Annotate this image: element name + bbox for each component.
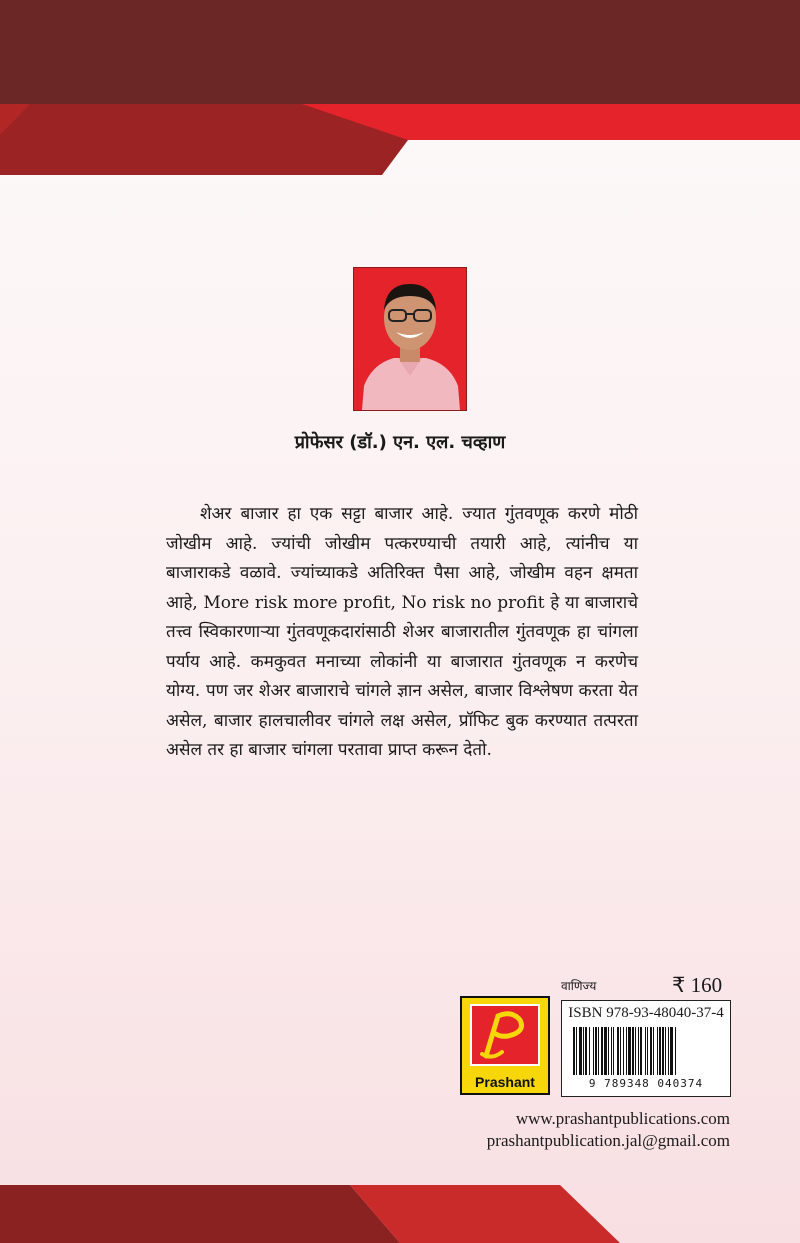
publisher-contact [487, 1108, 730, 1152]
bottom-stripe [0, 1180, 800, 1243]
publisher-logo-text: Prashant [475, 1074, 535, 1090]
website-link[interactable]: www.prashantpublications.com [515, 1109, 730, 1128]
barcode-digits: 9 789348 040374 [588, 1077, 704, 1090]
book-blurb: शेअर बाजार हा एक सट्टा बाजार आहे. ज्यात गुंतवणूक करणे मोठी जोखीम आहे. ज्यांची जोखीम पत्करण्याची तयारी आहे, त्यांनीच या बाजाराकडे वळावे. ज्यांच्याकडे अतिरिक्त पैसा आहे, जोखीम वहन क्षमता आहे, More risk more profit, No risk no profit हे या बाजाराचे तत्त्व स्विकारणाऱ्या गुंतवणूकदारांसाठी शेअर बाजारातील गुंतवणूक हा चांगला पर्याय आहे. कमकुवत मनाच्या लोकांनी या बाजारात गुंतवणूक न करणेच योग्य. पण जर शेअर बाजाराचे चांगले ज्ञान असेल, बाजार विश्लेषण करता येत असेल, बाजार हालचालीवर चांगले लक्ष असेल, प्रॉफिट बुक करण्यात तत्परता असेल तर हा बाजार चांगला परतावा प्राप्त करून देतो. [166, 504, 638, 760]
author-portrait-icon [354, 268, 466, 410]
barcode-icon [571, 1027, 721, 1075]
isbn-text: ISBN 978-93-48040-37-4 [568, 1005, 724, 1021]
publisher-logo [460, 996, 550, 1095]
publisher-logo-mark [470, 1004, 540, 1066]
isbn-barcode-box [561, 1000, 731, 1097]
email-link[interactable]: prashantpublication.jal@gmail.com [486, 1131, 730, 1150]
top-red-stripe [0, 0, 800, 175]
category-label: वाणिज्य [561, 979, 597, 993]
author-name: प्रोफेसर (डॉ.) एन. एल. चव्हाण [294, 432, 506, 453]
author-photo [353, 267, 467, 411]
publisher-p-icon [472, 1006, 538, 1064]
price-label: ₹ 160 [672, 973, 723, 997]
